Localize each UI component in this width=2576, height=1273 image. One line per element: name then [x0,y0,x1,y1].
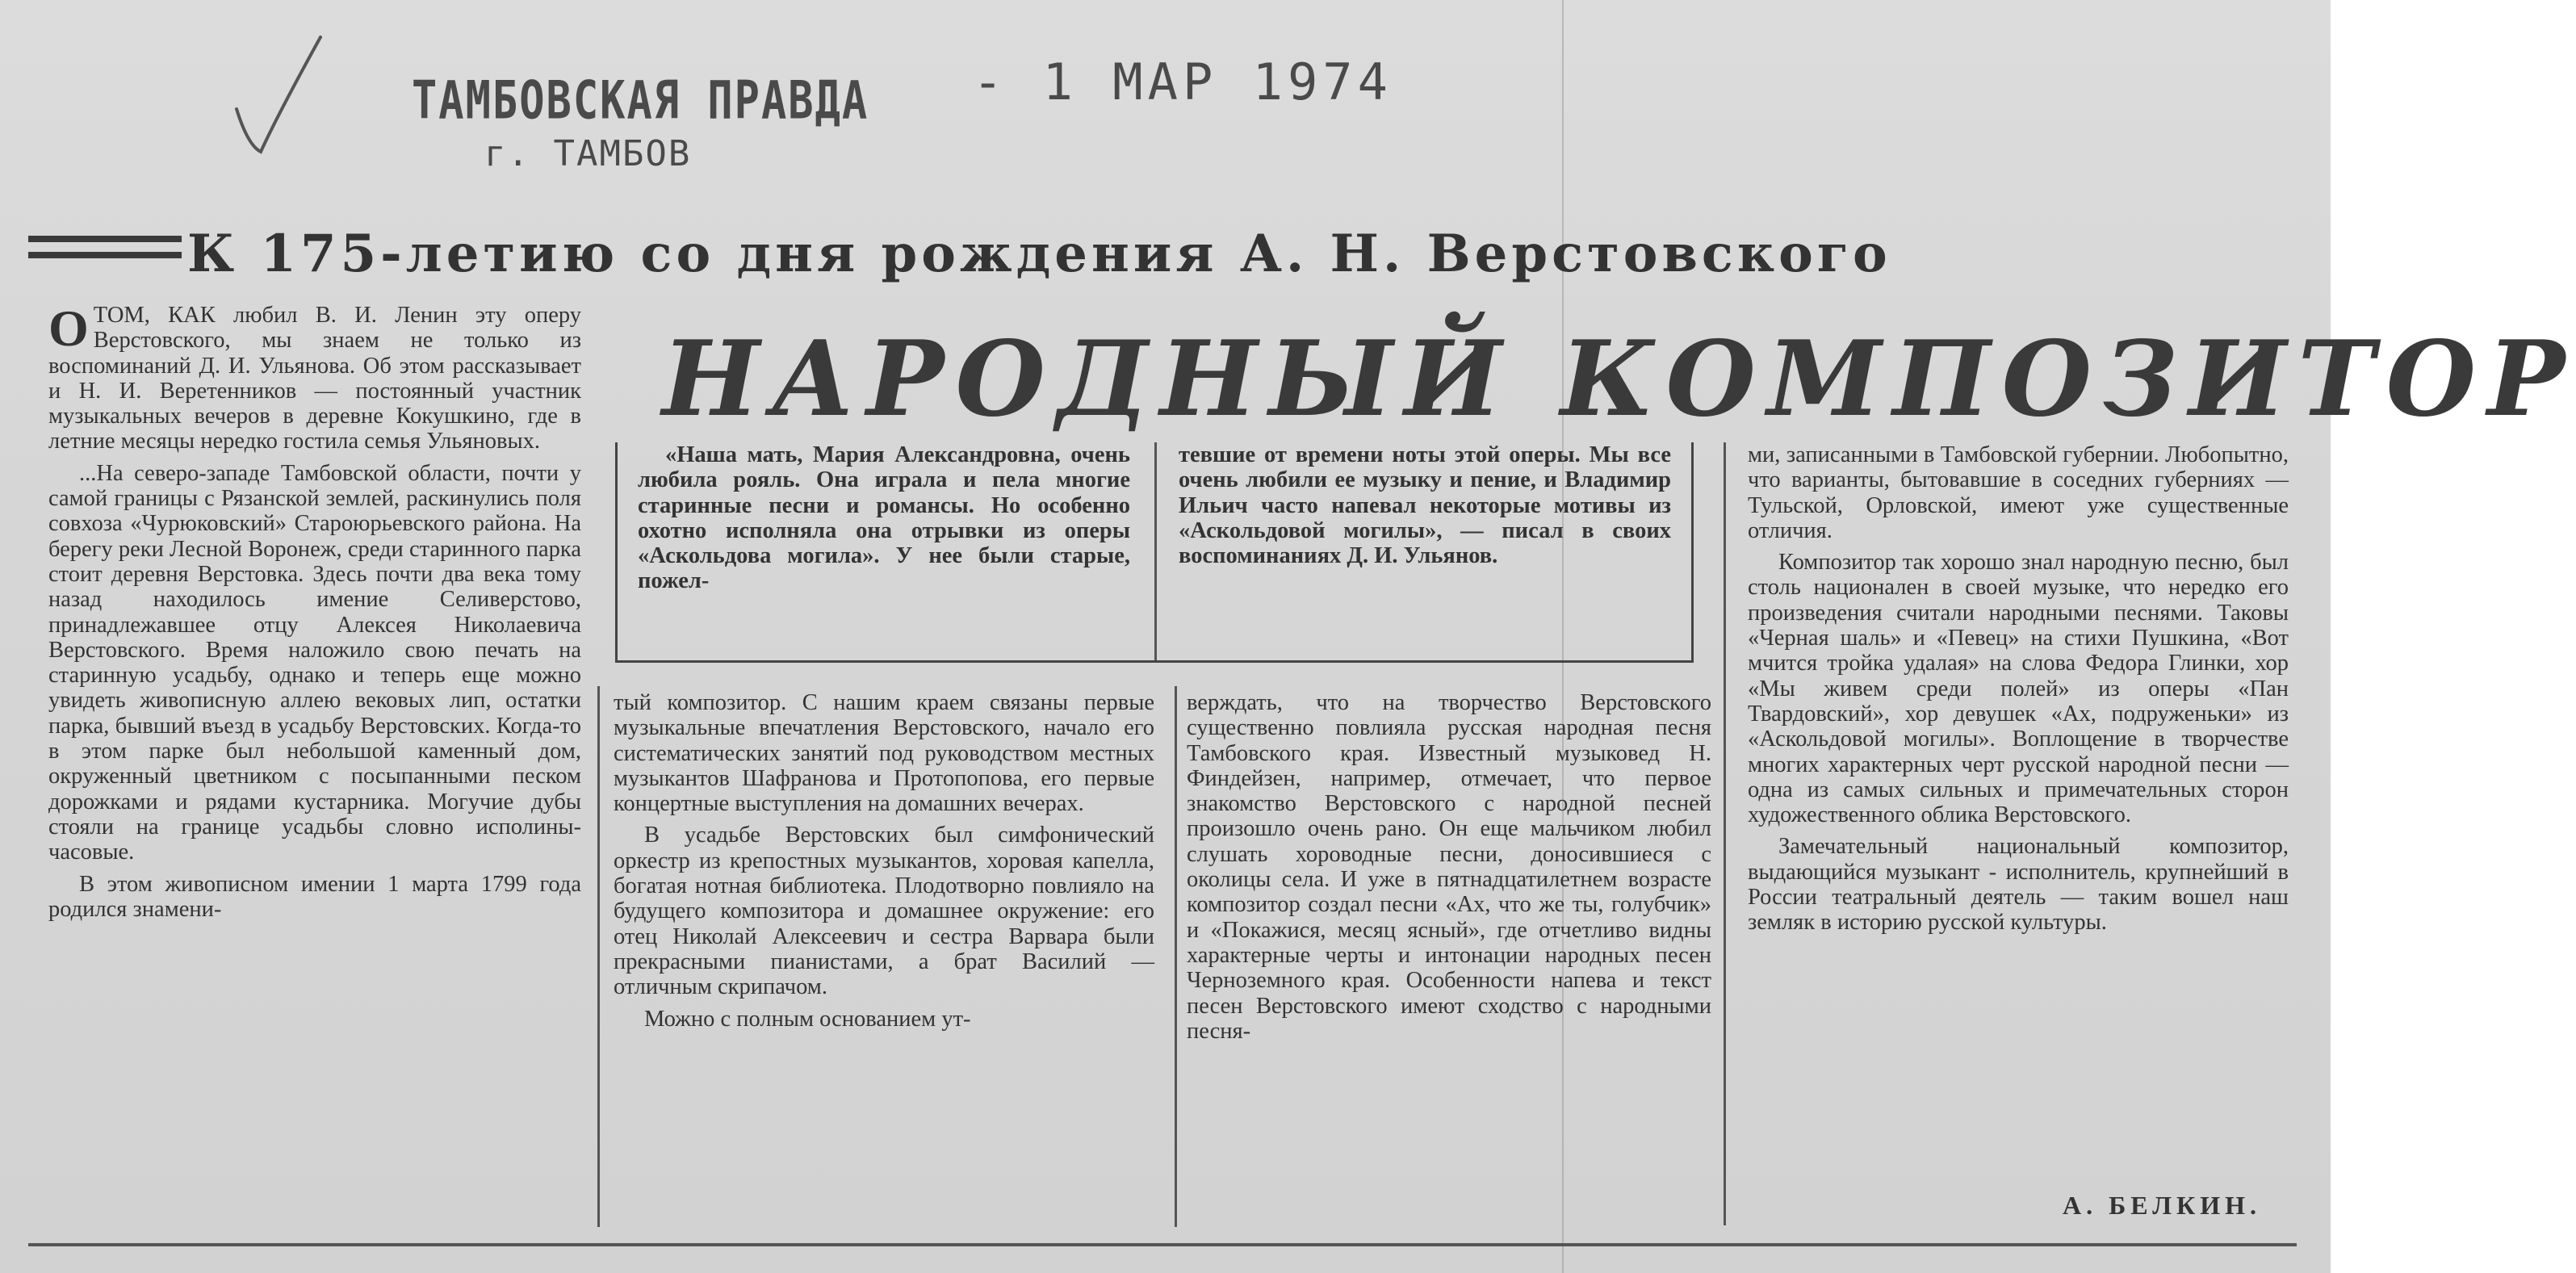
bottom-rule [28,1243,2297,1246]
article-column-4 [1748,442,2289,936]
date-stamp: - 1 МАР 1974 [973,52,1393,111]
paragraph: Замечательный национальный композитор, выдающийся музыкант - исполнитель, крупнейший в России театральный деятель — таким вошел наш земляк в историю русской культуры. [1748,834,2289,936]
city-stamp: г. ТАМБОВ [484,133,692,174]
column-rule [1724,442,1726,1225]
paragraph: ми, записанными в Тамбовской губернии. Любопытно, что варианты, бытовавшие в соседних губерниях — Тульской, Орловской, имеют уже существенные отличия. [1748,442,2289,543]
paragraph: верждать, что на творчество Верстовского существенно повлияла русская народная песня Тамбовского края. Известный музыковед Н. Финдейзен, например, отмечает, что первое знакомство Верстовского с народной песней произошло очень рано. Он еще мальчиком любил слушать хороводные песни, доносившиеся с околицы села. И уже в пятнадцатилетнем возрасте композитор создал песни «Ах, что же ты, голубчик» и «Покажися, месяц ясный», где отчетливо видны характерные черты и интонации народных песен Черноземного края. Особенности напева и текст песен Верстовского имеют сходство с народными песня- [1187,690,1711,1044]
quote-column-1 [638,442,1130,594]
rubric-ornament-top [28,236,182,242]
paragraph: ТОМ, КАК любил В. И. Ленин эту оперу Верстовского, мы знаем не только из воспоминаний Д. И. Ульянова. Об этом рассказывает и Н. И. Веретенников — постоянный участник музыкальных вечеров в деревне Кокушкино, где в летние месяцы нередко гостила семья Ульяновых. [48,303,581,454]
article-column-2 [614,690,1154,1032]
drop-cap: О [48,299,89,357]
quote-column-2 [1179,442,1671,568]
quote-text: тевшие от времени ноты этой оперы. Мы все очень любили ее музыку и пение, и Владимир Ильич часто напевал некоторые мотивы из «Аскольдовой могилы», — писал в своих воспоминаниях Д. И. Ульянов. [1179,442,1671,569]
rubric-heading: К 175-летию со дня рождения А. Н. Верстовского [187,224,1891,284]
article-headline: НАРОДНЫЙ КОМПОЗИТОР [662,319,2576,440]
paragraph: Можно с полным основанием ут- [644,1006,971,1032]
paragraph: тый композитор. С нашим краем связаны первые музыкальные впечатления Верстовского, начало его систематических занятий под руководством местных музыкантов Шафранова и Протопопова, его первые концертные выступления на домашних вечерах. [614,690,1154,817]
paragraph: В усадьбе Верстовских был симфонический оркестр из крепостных музыкантов, хоровая капелла, богатая нотная библиотека. Плодотворно повлияло на будущего композитора и домашнее окружение: его отец Николай Алексеевич и сестра Варвара были прекрасными пианистами, а брат Василий — отличным скрипачом. [614,823,1154,1000]
article-column-1 [48,299,581,922]
paragraph: В этом живописном имении 1 марта 1799 года родился знамени- [48,871,581,922]
column-rule [597,686,600,1227]
quote-text: «Наша мать, Мария Александровна, очень любила рояль. Она играла и пела многие старинные песни и романсы. Но особенно охотно исполняла она отрывки из оперы «Аскольдова могила». У нее были старые, пожел- [638,442,1130,594]
paragraph: Композитор так хорошо знал народную песню, был столь национален в своей музыке, что нередко его произведения считали народными песнями. Таковы «Черная шаль» и «Певец» на стихи Пушкина, «Вот мчится тройка удалая» на слова Федора Глинки, хор «Мы живем среди полей» из оперы «Пан Твардовский», хор девушек «Ах, подруженьки» из «Аскольдовой могилы». Воплощение в творчестве многих характерных черт русской народной песни — одна из самых сильных и примечательных сторон художественного облика Верстовского. [1748,550,2289,828]
rubric-ornament-bottom [28,252,182,258]
checkmark-icon [230,32,327,153]
column-rule [1175,686,1177,1227]
newspaper-stamp: ТАМБОВСКАЯ ПРАВДА [412,70,869,132]
author-signature: А. БЕЛКИН. [2063,1191,2262,1220]
quote-divider [1154,442,1157,660]
article-column-3 [1187,690,1711,1044]
paragraph: ...На северо-западе Тамбовской области, почти у самой границы с Рязанской землей, раскинулись поля совхоза «Чурюковский» Староюрьевского района. На берегу реки Лесной Воронеж, среди старинного парка стоит деревня Верстовка. Здесь почти два века тому назад находилось имение Селиверстово, принадлежавшее отцу Алексея Николаевича Верстовского. Время наложило свою печать на старинную усадьбу, однако и теперь еще можно увидеть живописную аллею вековых лип, остатки парка, бывший въезд в усадьбу Верстовских. Когда-то в этом парке был небольшой каменный дом, окруженный цветником с посыпанными песком дорожками и рядами кустарника. Могучие дубы стояли на границе усадьбы словно исполины-часовые. [48,460,581,865]
